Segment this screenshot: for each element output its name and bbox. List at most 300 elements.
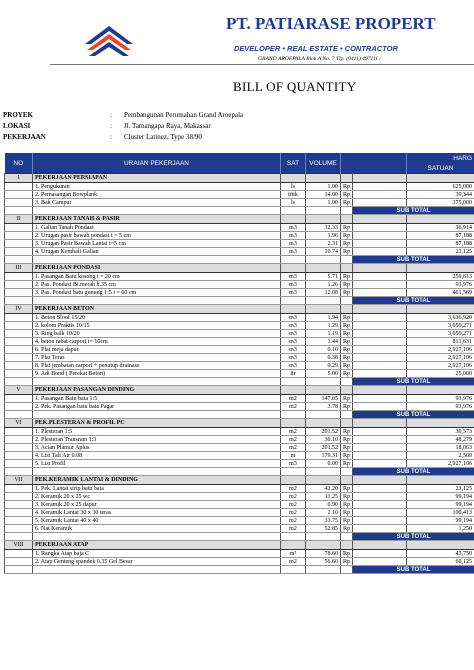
item-unit: m2 xyxy=(281,485,306,493)
empty-cell xyxy=(281,476,306,485)
item-unit-price: 99,194 xyxy=(407,517,474,525)
item-currency: Rp xyxy=(341,493,353,501)
empty-cell xyxy=(353,558,407,566)
item-description: 1. Galian Tanah Pondasi xyxy=(33,224,281,232)
item-currency: Rp xyxy=(341,330,353,338)
empty-cell xyxy=(281,297,306,305)
item-number xyxy=(5,550,33,558)
item-currency: Rp xyxy=(341,428,353,436)
item-number xyxy=(5,436,33,444)
subtotal-row xyxy=(5,207,474,215)
empty-cell xyxy=(306,468,341,476)
item-volume: 11.25 xyxy=(306,493,341,501)
item-number xyxy=(5,281,33,289)
item-unit-price: 87,188 xyxy=(407,240,474,248)
table-row xyxy=(5,346,474,354)
empty-cell xyxy=(353,509,407,517)
empty-cell xyxy=(33,411,281,419)
empty-cell xyxy=(341,386,353,395)
item-unit-price: 60,125 xyxy=(407,558,474,566)
item-unit-price: 625,000 xyxy=(407,183,474,191)
item-unit: titik xyxy=(281,191,306,199)
item-description: 2. Pemasangan Bowplank xyxy=(33,191,281,199)
company-tagline: DEVELOPER • REAL ESTATE • CONTRACTOR xyxy=(234,44,398,53)
item-unit: m3 xyxy=(281,240,306,248)
item-unit: m2 xyxy=(281,509,306,517)
item-number xyxy=(5,240,33,248)
item-volume: 78.60 xyxy=(306,550,341,558)
item-description: 2. Atap Genteng spandek 0.35 Gel Besar xyxy=(33,558,281,566)
empty-cell xyxy=(353,386,407,395)
item-unit: m3 xyxy=(281,346,306,354)
empty-cell xyxy=(353,281,407,289)
item-description: 2. Plesteran Transram 1:3 xyxy=(33,436,281,444)
section-number: VII xyxy=(5,476,33,485)
empty-cell xyxy=(281,419,306,428)
empty-cell xyxy=(306,305,341,314)
item-number xyxy=(5,338,33,346)
item-volume: 56.60 xyxy=(306,558,341,566)
item-number xyxy=(5,444,33,452)
empty-cell xyxy=(341,468,353,476)
item-number xyxy=(5,370,33,378)
empty-cell xyxy=(5,256,33,264)
item-volume: 1.26 xyxy=(306,281,341,289)
item-unit: m2 xyxy=(281,493,306,501)
item-unit-price: 93,976 xyxy=(407,281,474,289)
boq-table xyxy=(4,153,474,574)
empty-cell xyxy=(5,468,33,476)
section-header-row xyxy=(5,419,474,428)
item-unit: m3 xyxy=(281,232,306,240)
item-description: 4. List Tali Air 0.08 xyxy=(33,452,281,460)
item-unit-price: 87,188 xyxy=(407,232,474,240)
header-divider xyxy=(50,64,474,65)
item-number xyxy=(5,452,33,460)
item-currency: Rp xyxy=(341,314,353,322)
empty-cell xyxy=(353,330,407,338)
empty-cell xyxy=(353,174,407,183)
empty-cell xyxy=(353,436,407,444)
item-description: 3. Bak Campur xyxy=(33,199,281,207)
subtotal-label: SUB TOTAL xyxy=(353,378,474,386)
item-number xyxy=(5,273,33,281)
item-number xyxy=(5,517,33,525)
subtotal-label: SUB TOTAL xyxy=(353,207,474,215)
item-volume: 179.31 xyxy=(306,452,341,460)
item-description: 6. Nat Keramik xyxy=(33,525,281,533)
empty-cell xyxy=(281,378,306,386)
item-unit: m2 xyxy=(281,517,306,525)
section-title: PEKERJAAN PONDASI xyxy=(33,264,281,273)
section-number: II xyxy=(5,215,33,224)
empty-cell xyxy=(306,566,341,574)
item-unit: m3 xyxy=(281,273,306,281)
item-number xyxy=(5,199,33,207)
empty-cell xyxy=(353,314,407,322)
item-description: 3. Pas. Pondasi batu gunung 1:5 t = 60 cm xyxy=(33,289,281,297)
table-row xyxy=(5,517,474,525)
subtotal-label: SUB TOTAL xyxy=(353,533,474,541)
item-unit: m2 xyxy=(281,501,306,509)
table-row xyxy=(5,273,474,281)
item-description: 1. Rangka Atap baja C xyxy=(33,550,281,558)
item-number xyxy=(5,330,33,338)
subtotal-label: SUB TOTAL xyxy=(353,411,474,419)
empty-cell xyxy=(33,566,281,574)
subtotal-row xyxy=(5,411,474,419)
item-number xyxy=(5,525,33,533)
subtotal-label: SUB TOTAL xyxy=(353,566,474,574)
item-description: 1. Pasangan Batu bata 1:5 xyxy=(33,395,281,403)
table-row xyxy=(5,509,474,517)
empty-cell xyxy=(341,419,353,428)
item-number xyxy=(5,395,33,403)
item-description: 7. Plat Teras xyxy=(33,354,281,362)
item-number xyxy=(5,362,33,370)
empty-cell xyxy=(306,419,341,428)
item-unit: m3 xyxy=(281,460,306,468)
item-volume: 201.52 xyxy=(306,444,341,452)
item-unit-price: 2,927,106 xyxy=(407,354,474,362)
subtotal-row xyxy=(5,566,474,574)
empty-cell xyxy=(306,215,341,224)
empty-cell xyxy=(353,419,407,428)
item-description: 3. Ring balk 10/20 xyxy=(33,330,281,338)
empty-cell xyxy=(281,386,306,395)
item-number xyxy=(5,322,33,330)
table-row xyxy=(5,436,474,444)
table-row xyxy=(5,338,474,346)
item-unit-price: 48,279 xyxy=(407,436,474,444)
meta-label: PEKERJAAN xyxy=(3,133,46,141)
item-currency: Rp xyxy=(341,509,353,517)
item-unit: m xyxy=(281,452,306,460)
empty-cell xyxy=(306,541,341,550)
item-description: 4. beton rabat carport t= 10cm xyxy=(33,338,281,346)
item-description: 1. Pengukuran xyxy=(33,183,281,191)
item-description: 8. Plat jembatan carport + penutup drainase xyxy=(33,362,281,370)
item-unit: m2 xyxy=(281,558,306,566)
empty-cell xyxy=(33,256,281,264)
table-row xyxy=(5,395,474,403)
empty-cell xyxy=(353,232,407,240)
item-volume: 5.00 xyxy=(306,370,341,378)
item-unit-price: 43,750 xyxy=(407,550,474,558)
item-currency: Rp xyxy=(341,558,353,566)
item-number xyxy=(5,346,33,354)
item-volume: 0.00 xyxy=(306,460,341,468)
item-unit-price: 23,125 xyxy=(407,248,474,256)
item-currency: Rp xyxy=(341,436,353,444)
company-name: PT. PATIARASE PROPERT xyxy=(226,14,436,33)
section-title: PEK.PLESTERAN & PROFIL PC xyxy=(33,419,281,428)
table-row xyxy=(5,493,474,501)
empty-cell xyxy=(341,566,353,574)
item-volume: 2.10 xyxy=(306,509,341,517)
empty-cell xyxy=(341,411,353,419)
empty-cell xyxy=(353,199,407,207)
item-unit-price: 2,927,106 xyxy=(407,362,474,370)
item-unit-price: 813,631 xyxy=(407,338,474,346)
empty-cell xyxy=(353,493,407,501)
item-description: 2. Pas. Pondasi Bt.merah h.35 cm xyxy=(33,281,281,289)
item-currency: Rp xyxy=(341,199,353,207)
item-number xyxy=(5,509,33,517)
item-description: 3. Urugan Pasir Bawah Lantai t=5 cm xyxy=(33,240,281,248)
table-row xyxy=(5,558,474,566)
item-currency: Rp xyxy=(341,354,353,362)
item-currency: Rp xyxy=(341,517,353,525)
col-header-volume: VOLUME xyxy=(306,153,341,174)
item-description: 3. Keramik 20 x 25 dapur xyxy=(33,501,281,509)
item-volume: 2.31 xyxy=(306,240,341,248)
section-header-row xyxy=(5,541,474,550)
item-number xyxy=(5,501,33,509)
item-unit-price: 30,573 xyxy=(407,428,474,436)
empty-cell xyxy=(306,411,341,419)
empty-cell xyxy=(33,207,281,215)
item-unit: m3 xyxy=(281,281,306,289)
empty-cell xyxy=(281,468,306,476)
item-volume: 30.10 xyxy=(306,436,341,444)
item-description: 3. Acian Plamur Aplus xyxy=(33,444,281,452)
item-unit-price: 1,250 xyxy=(407,525,474,533)
empty-cell xyxy=(33,533,281,541)
empty-cell xyxy=(281,305,306,314)
empty-cell xyxy=(341,297,353,305)
table-row xyxy=(5,485,474,493)
empty-cell xyxy=(353,354,407,362)
empty-cell xyxy=(353,452,407,460)
item-volume: 0.10 xyxy=(306,346,341,354)
table-row xyxy=(5,281,474,289)
section-number: I xyxy=(5,174,33,183)
empty-cell xyxy=(5,378,33,386)
empty-cell xyxy=(5,207,33,215)
item-number xyxy=(5,428,33,436)
item-currency: Rp xyxy=(341,281,353,289)
empty-cell xyxy=(341,207,353,215)
subtotal-label: SUB TOTAL xyxy=(353,256,474,264)
meta-value: Jl. Tamangapa Raya, Makassar xyxy=(124,122,211,130)
empty-cell xyxy=(353,460,407,468)
empty-cell xyxy=(353,264,407,273)
item-volume: 0.29 xyxy=(306,362,341,370)
item-volume: 5.71 xyxy=(306,273,341,281)
item-currency: Rp xyxy=(341,346,353,354)
item-currency: Rp xyxy=(341,403,353,411)
col-header-sat: SAT xyxy=(281,153,306,174)
empty-cell xyxy=(306,297,341,305)
table-row xyxy=(5,199,474,207)
company-address: GRAND AROEPALA Blok A No. 7 Tlp. (0411) 497111 / xyxy=(258,56,382,62)
empty-cell xyxy=(33,378,281,386)
item-unit: m3 xyxy=(281,354,306,362)
item-unit: ls xyxy=(281,183,306,191)
item-unit-price: 36,914 xyxy=(407,224,474,232)
empty-cell xyxy=(306,256,341,264)
empty-cell xyxy=(341,215,353,224)
item-unit-price: 3,636,920 xyxy=(407,314,474,322)
meta-separator: : xyxy=(110,133,112,141)
section-title: PEKERJAAN TANAH & PASIR xyxy=(33,215,281,224)
empty-cell xyxy=(353,224,407,232)
item-unit-price: 99,194 xyxy=(407,501,474,509)
item-unit: m3 xyxy=(281,338,306,346)
empty-cell xyxy=(353,550,407,558)
table-row xyxy=(5,224,474,232)
item-unit: ltr xyxy=(281,370,306,378)
item-number xyxy=(5,460,33,468)
empty-cell xyxy=(5,566,33,574)
meta-value: Pembangunan Perumahan Grand Aroepala xyxy=(124,111,244,119)
item-currency: Rp xyxy=(341,501,353,509)
item-currency: Rp xyxy=(341,460,353,468)
empty-cell xyxy=(341,476,353,485)
empty-cell xyxy=(407,476,474,485)
meta-separator: : xyxy=(110,111,112,119)
meta-value: Cluster Latinez, Type 38/90 xyxy=(124,133,202,141)
empty-cell xyxy=(353,248,407,256)
empty-cell xyxy=(281,215,306,224)
empty-cell xyxy=(281,256,306,264)
item-unit-price: 93,976 xyxy=(407,403,474,411)
item-volume: 147.05 xyxy=(306,395,341,403)
empty-cell xyxy=(353,305,407,314)
table-row xyxy=(5,362,474,370)
table-row xyxy=(5,248,474,256)
meta-separator: : xyxy=(110,122,112,130)
subtotal-row xyxy=(5,378,474,386)
item-currency: Rp xyxy=(341,224,353,232)
item-unit-price: 100,413 xyxy=(407,509,474,517)
empty-cell xyxy=(306,386,341,395)
item-currency: Rp xyxy=(341,485,353,493)
table-row xyxy=(5,444,474,452)
table-row xyxy=(5,330,474,338)
empty-cell xyxy=(353,517,407,525)
item-unit-price: 3,050,271 xyxy=(407,322,474,330)
item-volume: 0.90 xyxy=(306,501,341,509)
section-number: VIII xyxy=(5,541,33,550)
meta-label: PROYEK xyxy=(3,111,33,119)
empty-cell xyxy=(353,428,407,436)
empty-cell xyxy=(353,183,407,191)
table-row xyxy=(5,322,474,330)
subtotal-label: SUB TOTAL xyxy=(353,297,474,305)
empty-cell xyxy=(341,174,353,183)
item-volume: 1.00 xyxy=(306,199,341,207)
empty-cell xyxy=(341,305,353,314)
col-header-no: NO xyxy=(5,153,33,174)
item-description: 1. Pasangan Batu kosong t = 20 cm xyxy=(33,273,281,281)
empty-cell xyxy=(353,395,407,403)
item-description: 5. Keramik Lantai 40 x 40 xyxy=(33,517,281,525)
table-row xyxy=(5,452,474,460)
empty-cell xyxy=(306,207,341,215)
item-unit: m² xyxy=(281,550,306,558)
empty-cell xyxy=(353,485,407,493)
empty-cell xyxy=(407,541,474,550)
item-number xyxy=(5,191,33,199)
table-row xyxy=(5,232,474,240)
item-volume: 1.00 xyxy=(306,183,341,191)
item-unit-price: 93,976 xyxy=(407,395,474,403)
item-unit: m3 xyxy=(281,224,306,232)
item-currency: Rp xyxy=(341,191,353,199)
empty-cell xyxy=(5,411,33,419)
item-unit: ls xyxy=(281,199,306,207)
table-row xyxy=(5,354,474,362)
item-volume: 1.29 xyxy=(306,322,341,330)
company-logo-icon xyxy=(83,22,135,64)
item-volume: 32.33 xyxy=(306,224,341,232)
item-unit: m3 xyxy=(281,289,306,297)
section-title: PEKERJAAN PASANGAN DINDING xyxy=(33,386,281,395)
item-unit-price: 375,000 xyxy=(407,199,474,207)
empty-cell xyxy=(353,501,407,509)
item-currency: Rp xyxy=(341,183,353,191)
table-row xyxy=(5,525,474,533)
item-currency: Rp xyxy=(341,232,353,240)
empty-cell xyxy=(353,273,407,281)
subtotal-row xyxy=(5,256,474,264)
item-unit-price: 39,344 xyxy=(407,191,474,199)
empty-cell xyxy=(306,264,341,273)
empty-cell xyxy=(341,541,353,550)
item-description: 2. Keramik 20 x 25 wc xyxy=(33,493,281,501)
document-title: BILL OF QUANTITY xyxy=(233,79,357,94)
table-row xyxy=(5,289,474,297)
item-unit-price: 2,927,106 xyxy=(407,460,474,468)
item-unit-price: 461,569 xyxy=(407,289,474,297)
empty-cell xyxy=(353,444,407,452)
table-row xyxy=(5,460,474,468)
item-unit-price: 3,050,271 xyxy=(407,330,474,338)
empty-cell xyxy=(353,289,407,297)
empty-cell xyxy=(281,207,306,215)
table-row xyxy=(5,191,474,199)
col-header-satuan: SATUAN xyxy=(407,164,474,174)
empty-cell xyxy=(341,256,353,264)
empty-cell xyxy=(341,264,353,273)
item-currency: Rp xyxy=(341,370,353,378)
empty-cell xyxy=(407,174,474,183)
empty-cell xyxy=(281,541,306,550)
item-description: 6. Plat meja dapur xyxy=(33,346,281,354)
empty-cell xyxy=(407,215,474,224)
empty-cell xyxy=(341,533,353,541)
item-description: 1. Pek. Lantai sirip batu bata xyxy=(33,485,281,493)
section-header-row xyxy=(5,215,474,224)
section-header-row xyxy=(5,305,474,314)
empty-cell xyxy=(5,297,33,305)
item-number xyxy=(5,289,33,297)
table-row xyxy=(5,550,474,558)
item-description: 2. Urugan pasir bawah pondasi t = 5 cm xyxy=(33,232,281,240)
section-title: PEK.KERAMIK LANTAI & DINDING xyxy=(33,476,281,485)
item-unit-price: 2,927,106 xyxy=(407,346,474,354)
item-currency: Rp xyxy=(341,525,353,533)
item-volume: 12.08 xyxy=(306,289,341,297)
item-unit-price: 25,000 xyxy=(407,370,474,378)
item-currency: Rp xyxy=(341,248,353,256)
empty-cell xyxy=(353,346,407,354)
item-volume: 3.78 xyxy=(306,403,341,411)
section-title: PEKERJAAN PERSIAPAN xyxy=(33,174,281,183)
empty-cell xyxy=(5,533,33,541)
